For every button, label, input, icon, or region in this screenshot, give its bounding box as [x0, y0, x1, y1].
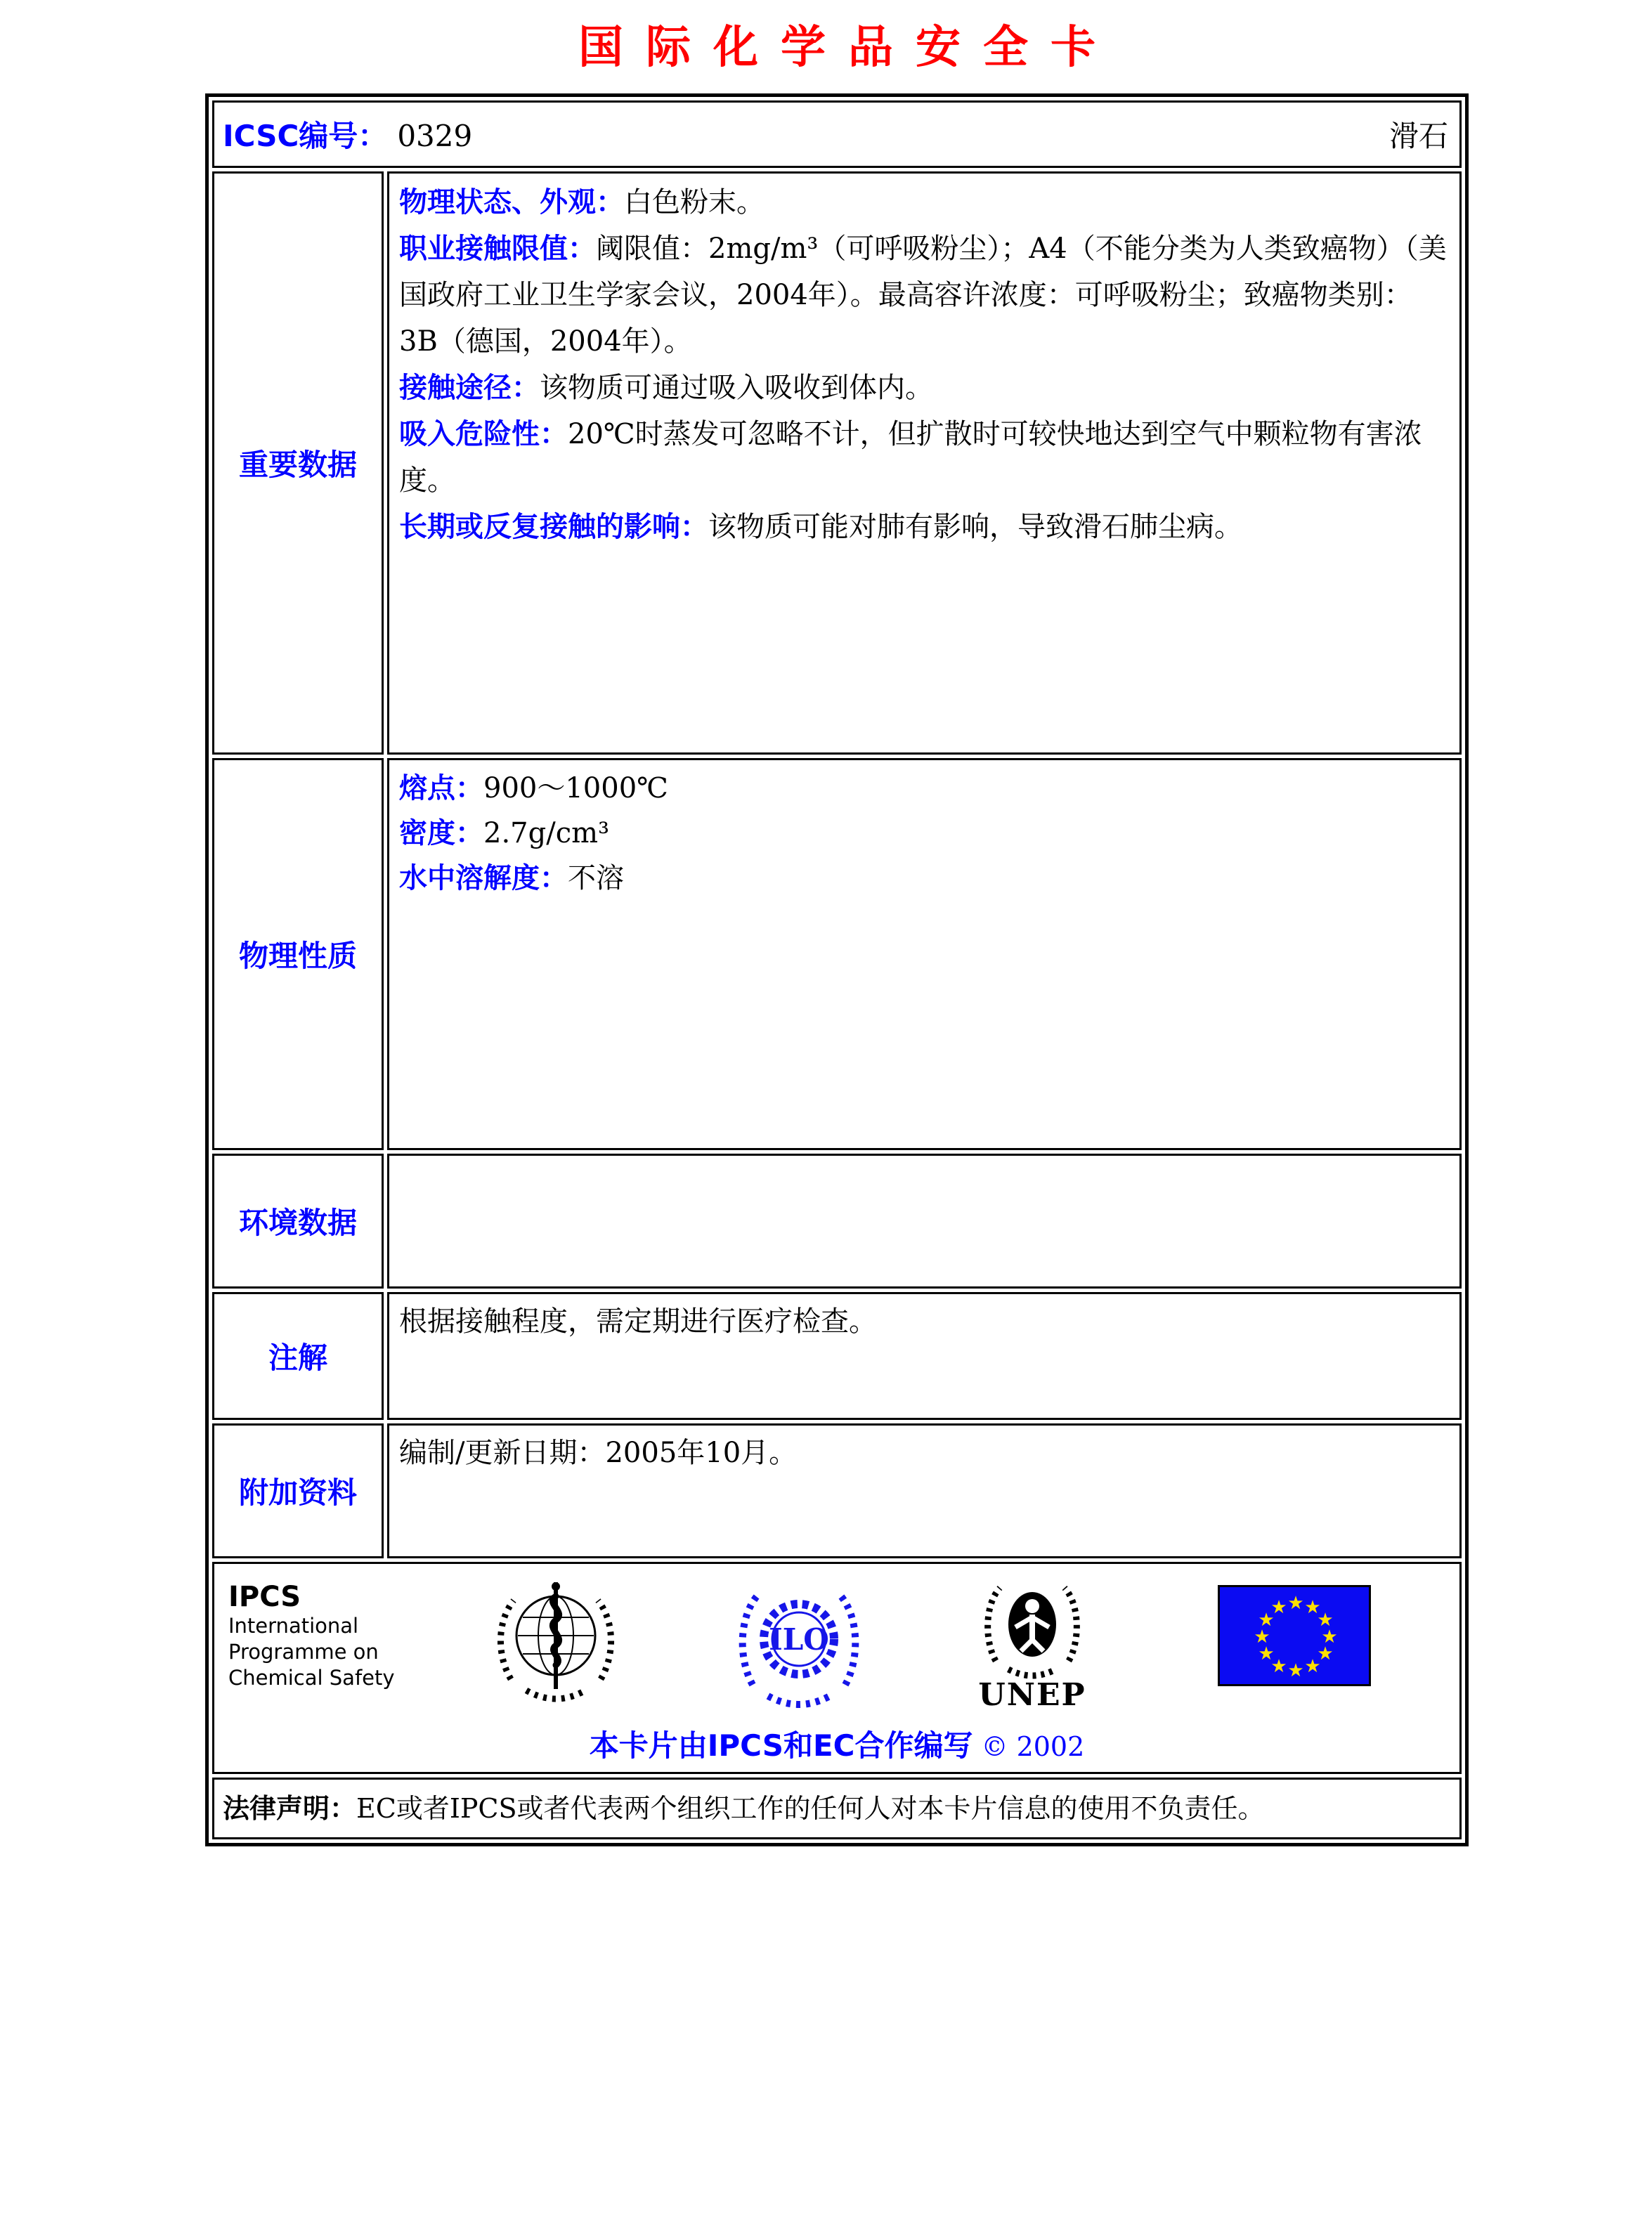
field-label: 接触途径：	[399, 372, 540, 404]
legal-text: EC或者IPCS或者代表两个组织工作的任何人对本卡片信息的使用不负责任。	[356, 1793, 1265, 1824]
ipcs-line: International	[228, 1614, 359, 1638]
section-label-physical-properties: 物理性质	[212, 758, 384, 1150]
ilo-letters: ILO	[769, 1622, 829, 1657]
field-value: 该物质可能对肺有影响，导致滑石肺尘病。	[708, 511, 1242, 543]
legal-label: 法律声明：	[223, 1793, 357, 1824]
legal-notice	[223, 1791, 1451, 1826]
field-value: 2.7g/cm³	[483, 817, 610, 849]
section-content-additional-info	[387, 1423, 1462, 1558]
ipcs-text-block	[228, 1581, 395, 1691]
section-label-additional-info: 附加资料	[212, 1423, 384, 1558]
legal-cell	[212, 1778, 1462, 1839]
field-label: 长期或反复接触的影响：	[399, 511, 708, 543]
section-row-physical-properties	[212, 758, 1462, 1150]
field-value: 该物质可通过吸入吸收到体内。	[540, 372, 933, 404]
eu-flag-icon: ★ ★ ★ ★ ★ ★ ★ ★ ★ ★ ★ ★	[1218, 1585, 1371, 1686]
footer-logos	[224, 1571, 1450, 1720]
chemical-name: 滑石	[1388, 119, 1448, 153]
copyright-text: 本卡片由IPCS和EC合作编写	[589, 1728, 973, 1763]
field-label: 密度：	[399, 817, 483, 849]
field-value: 白色粉末。	[624, 186, 765, 219]
card-header	[223, 107, 1451, 162]
icsc-number-group	[223, 113, 472, 155]
card-header-cell	[212, 100, 1462, 168]
footer-row	[212, 1562, 1462, 1774]
field-label: 物理状态、外观：	[399, 186, 624, 219]
section-row-additional-info	[212, 1423, 1462, 1558]
field-routes-of-exposure	[399, 365, 1450, 411]
section-label-important-data: 重要数据	[212, 171, 384, 755]
copyright-year: © 2002	[981, 1731, 1085, 1762]
field-label: 熔点：	[399, 772, 483, 804]
field-label: 职业接触限值：	[399, 233, 596, 265]
legal-row	[212, 1778, 1462, 1839]
field-value: 20℃时蒸发可忽略不计，但扩散时可较快地达到空气中颗粒物有害浓度。	[399, 418, 1422, 497]
ipcs-acronym: IPCS	[228, 1581, 301, 1613]
icsc-number-label: ICSC编号：	[223, 119, 388, 153]
section-content-important-data	[387, 171, 1462, 755]
icsc-number-value: 0329	[397, 119, 473, 153]
section-row-notes	[212, 1292, 1462, 1420]
additional-info-text: 编制/更新日期：2005年10月。	[399, 1437, 798, 1469]
field-density	[399, 811, 1450, 856]
field-water-solubility	[399, 856, 1450, 901]
notes-text: 根据接触程度，需定期进行医疗检查。	[399, 1305, 877, 1338]
field-physical-state	[399, 179, 1450, 226]
field-inhalation-risk	[399, 411, 1450, 504]
field-label: 吸入危险性：	[399, 418, 568, 450]
icsc-card-table	[205, 93, 1469, 1846]
field-long-term-effects	[399, 504, 1450, 550]
section-content-notes	[387, 1292, 1462, 1420]
field-melting-point	[399, 766, 1450, 811]
card-header-row	[212, 100, 1462, 168]
section-content-physical-properties	[387, 758, 1462, 1150]
section-label-environmental-data: 环境数据	[212, 1154, 384, 1289]
section-content-environmental-data	[387, 1154, 1462, 1289]
field-label: 水中溶解度：	[399, 862, 568, 894]
copyright-line	[224, 1723, 1450, 1765]
ipcs-line: Chemical Safety	[228, 1666, 395, 1690]
section-label-notes: 注解	[212, 1292, 384, 1420]
section-row-environmental-data	[212, 1154, 1462, 1289]
ilo-emblem-icon	[729, 1572, 869, 1720]
footer-cell	[212, 1562, 1462, 1774]
unep-wordmark: UNEP	[978, 1677, 1086, 1713]
page-title: 国际化学品安全卡	[578, 22, 1118, 74]
unep-emblem-icon	[970, 1575, 1094, 1711]
ipcs-line: Programme on	[228, 1640, 379, 1664]
field-value: 阈限值：2mg/m³（可呼吸粉尘）；A4（不能分类为人类致癌物）（美国政府工业卫生学家会议，2004年）。最高容许浓度：可呼吸粉尘；致癌物类别：3B（德国，2004年）。	[399, 233, 1447, 358]
field-occupational-exposure-limits	[399, 226, 1450, 365]
who-emblem-icon	[486, 1572, 626, 1720]
field-value: 不溶	[568, 862, 624, 894]
field-value: 900～1000℃	[483, 772, 668, 804]
section-row-important-data	[212, 171, 1462, 755]
